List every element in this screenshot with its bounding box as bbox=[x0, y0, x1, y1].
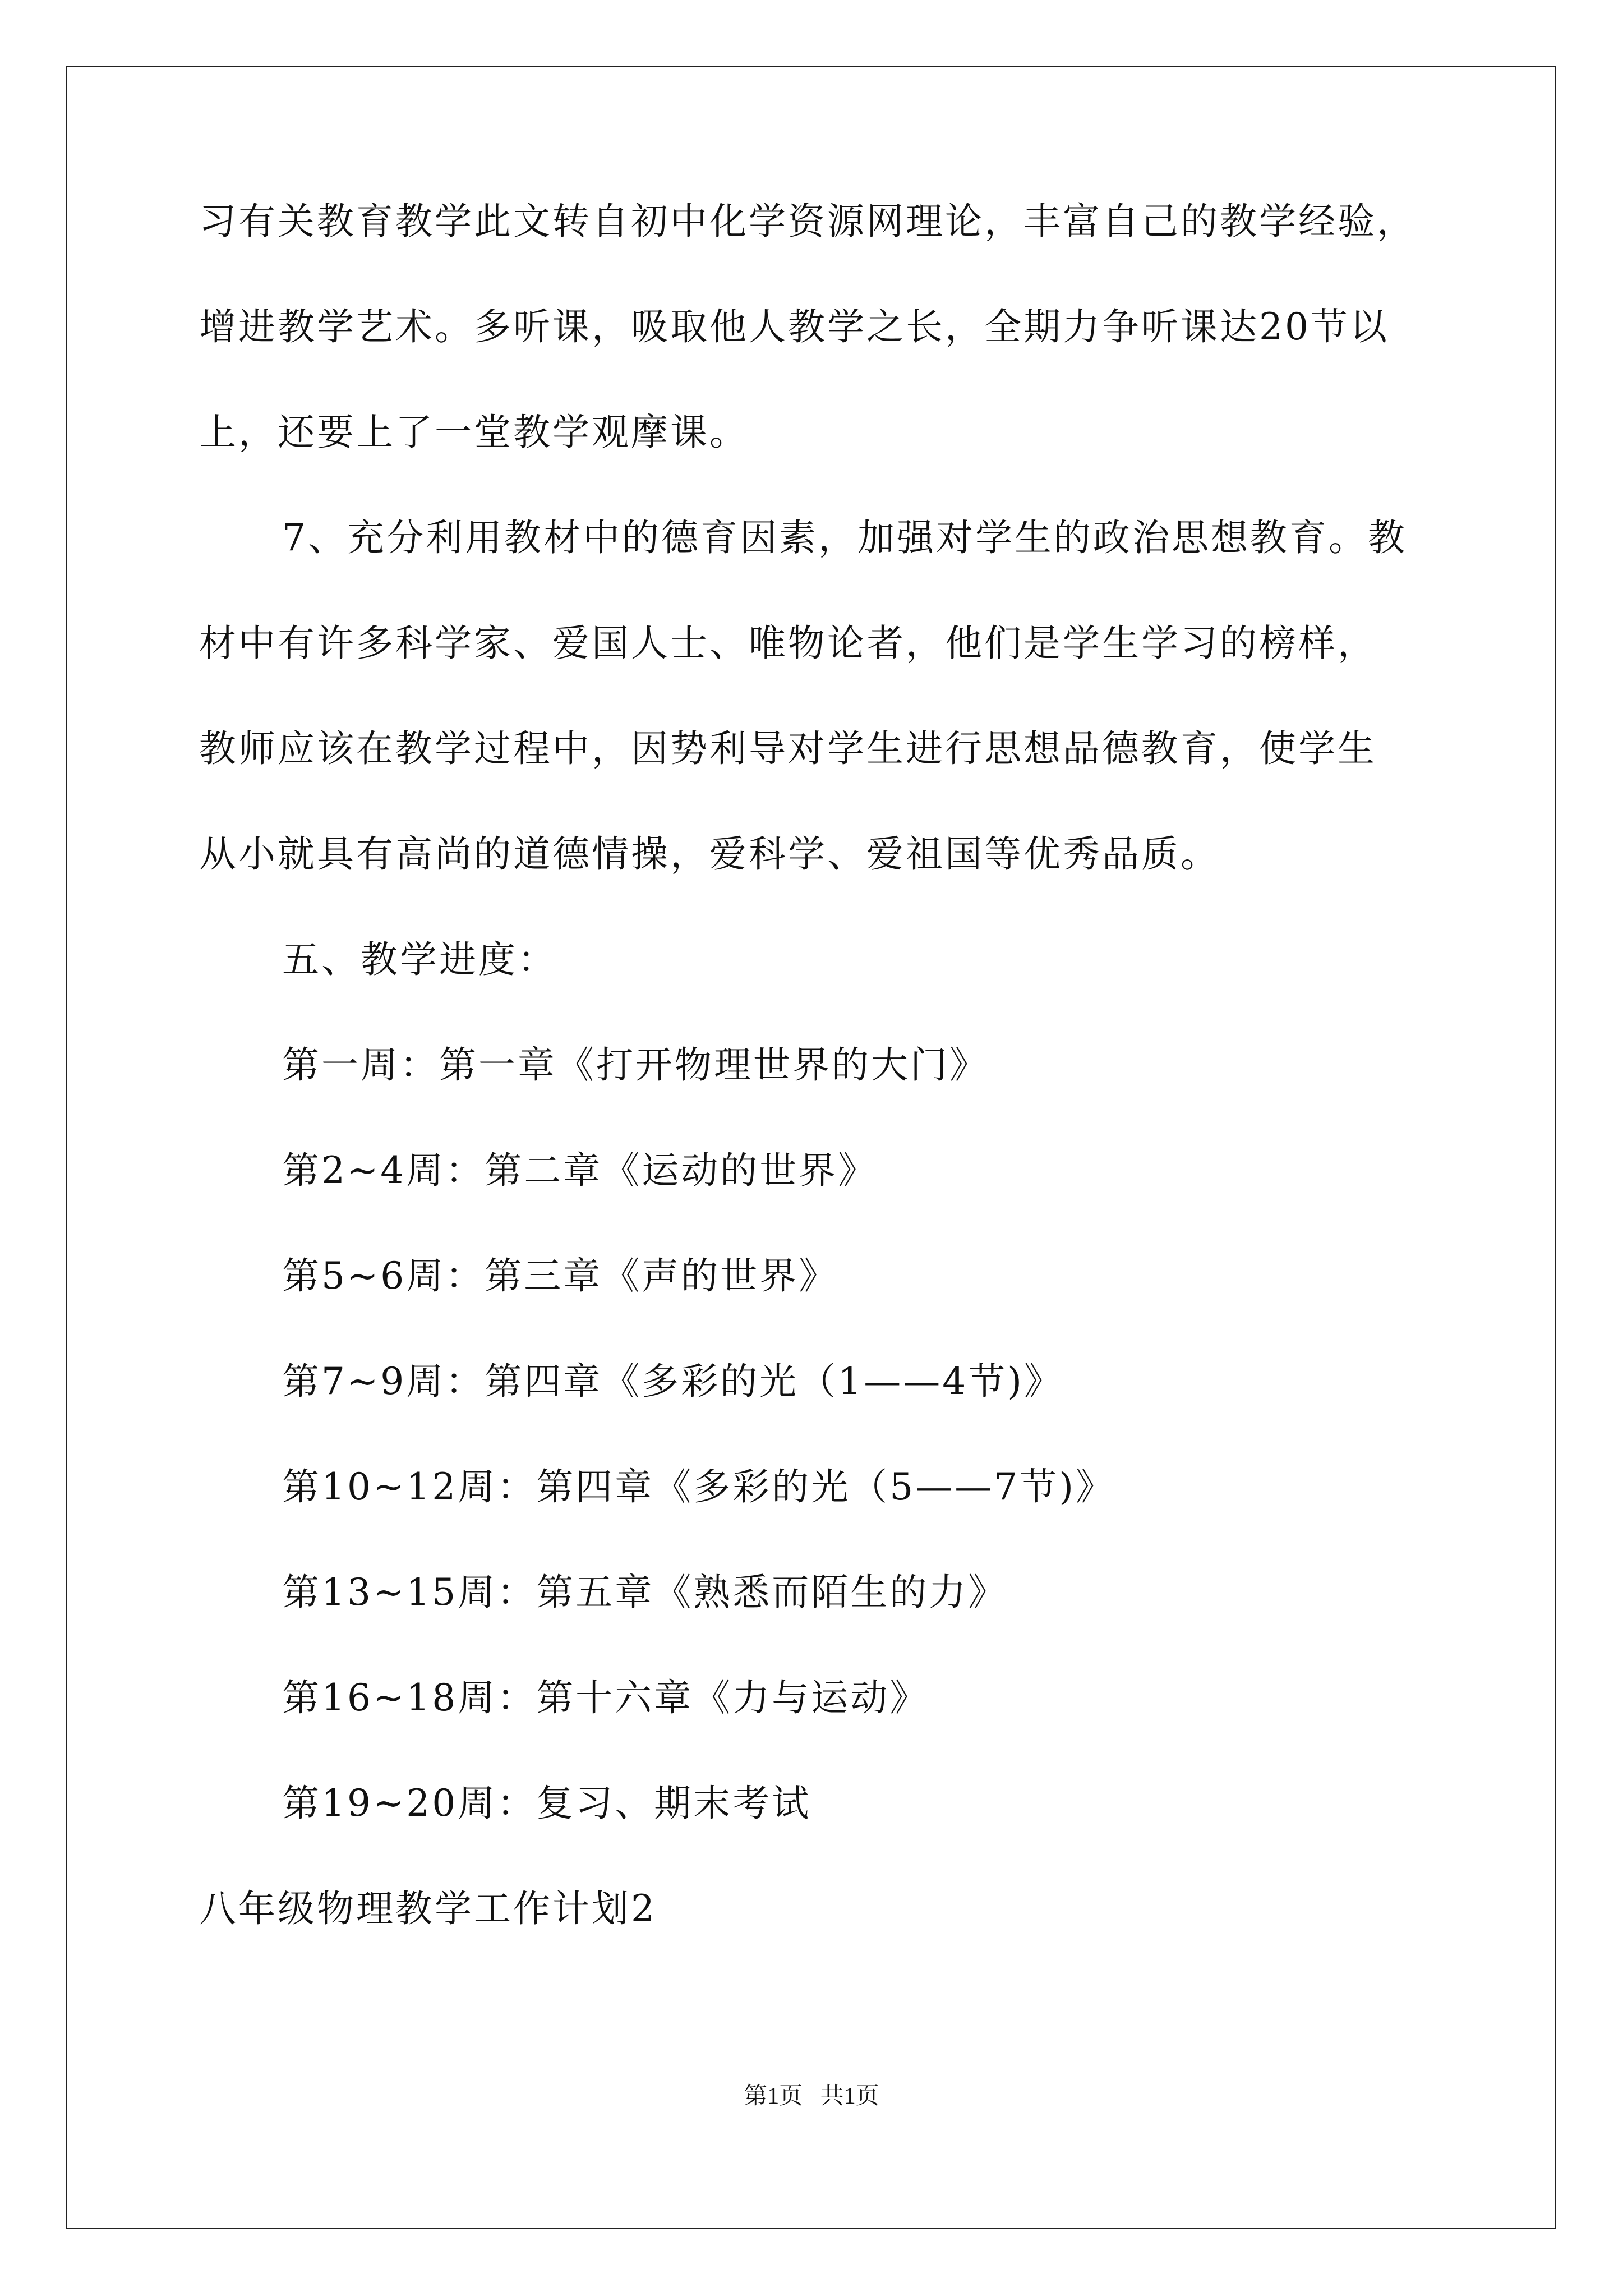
paragraph-line: 材中有许多科学家、爱国人士、唯物论者，他们是学生学习的榜样， bbox=[199, 622, 1377, 665]
paragraph-line: 增进教学艺术。多听课，吸取他人教学之长，全期力争听课达20节以 bbox=[199, 305, 1389, 348]
page-number: 第1页 共1页 bbox=[744, 2083, 879, 2109]
schedule-item: 第2~4周：第二章《运动的世界》 bbox=[282, 1149, 878, 1192]
paragraph-line: 7、充分利用教材中的德育因素，加强对学生的政治思想教育。教 bbox=[282, 516, 1407, 559]
section-heading: 五、教学进度： bbox=[282, 938, 557, 981]
schedule-item: 第13~15周：第五章《熟悉而陌生的力》 bbox=[282, 1571, 1008, 1614]
paragraph-line: 教师应该在教学过程中，因势利导对学生进行思想品德教育，使学生 bbox=[199, 727, 1377, 770]
schedule-item: 第5~6周：第三章《声的世界》 bbox=[282, 1254, 838, 1297]
paragraph-line: 从小就具有高尚的道德情操，爱科学、爱祖国等优秀品质。 bbox=[199, 832, 1220, 876]
next-plan-title: 八年级物理教学工作计划2 bbox=[199, 1887, 657, 1930]
schedule-item: 第一周：第一章《打开物理世界的大门》 bbox=[282, 1043, 989, 1087]
schedule-item: 第19~20周：复习、期末考试 bbox=[282, 1782, 811, 1825]
schedule-item: 第16~18周：第十六章《力与运动》 bbox=[282, 1676, 929, 1719]
paragraph-line: 上，还要上了一堂教学观摩课。 bbox=[199, 411, 749, 454]
schedule-item: 第10~12周：第四章《多彩的光（5——7节)》 bbox=[282, 1465, 1115, 1508]
paragraph-line: 习有关教育教学此文转自初中化学资源网理论，丰富自己的教学经验， bbox=[199, 200, 1416, 243]
schedule-item: 第7~9周：第四章《多彩的光（1——4节)》 bbox=[282, 1360, 1064, 1403]
